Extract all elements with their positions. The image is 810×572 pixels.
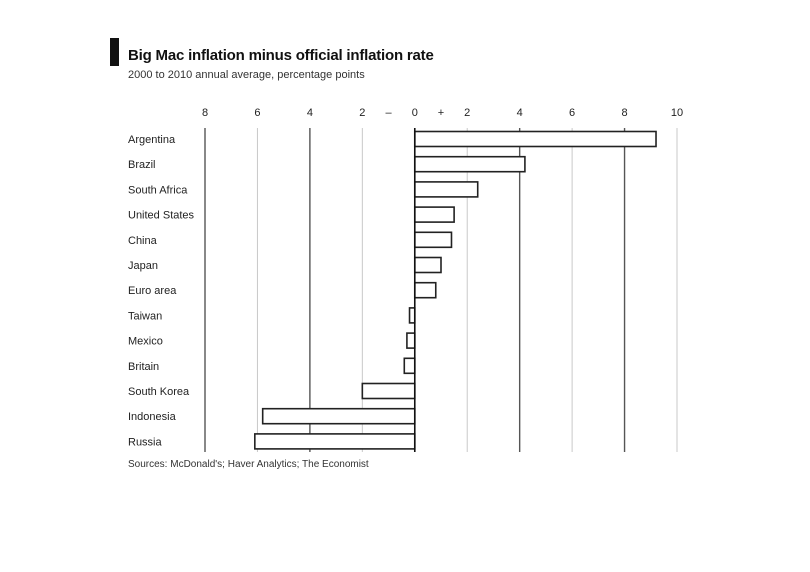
- bar-japan: [415, 258, 441, 273]
- x-tick-label-2: 4: [306, 107, 313, 119]
- x-tick-label-9: 10: [670, 107, 684, 119]
- bar-south-africa: [415, 182, 478, 197]
- chart-subtitle: 2000 to 2010 annual average, percentage points: [128, 69, 365, 81]
- category-label-euro-area: Euro area: [128, 285, 177, 298]
- bar-russia: [255, 434, 415, 449]
- bar-indonesia: [263, 409, 415, 424]
- chart-title: Big Mac inflation minus official inflation rate: [128, 47, 434, 64]
- bar-brazil: [415, 157, 525, 172]
- category-label-south-africa: South Africa: [128, 184, 188, 197]
- category-label-brazil: Brazil: [128, 159, 156, 172]
- category-label-mexico: Mexico: [128, 335, 163, 348]
- x-tick-label-1: 6: [254, 107, 261, 119]
- category-label-united-states: United States: [128, 209, 195, 222]
- category-label-japan: Japan: [128, 260, 158, 272]
- bar-south-korea: [362, 384, 414, 399]
- category-label-taiwan: Taiwan: [128, 310, 163, 323]
- bar-argentina: [415, 132, 656, 147]
- negative-marker: –: [385, 107, 392, 119]
- bar-china: [415, 232, 452, 247]
- x-tick-label-5: 2: [464, 107, 471, 119]
- x-tick-label-7: 6: [569, 107, 576, 119]
- bar-britain: [404, 358, 414, 373]
- bar-euro-area: [415, 283, 436, 298]
- bar-united-states: [415, 207, 454, 222]
- category-label-south-korea: South Korea: [128, 386, 190, 398]
- category-label-china: China: [128, 234, 157, 247]
- x-tick-label-3: 2: [359, 107, 366, 119]
- category-label-indonesia: Indonesia: [128, 411, 176, 424]
- x-tick-label-0: 8: [201, 107, 209, 119]
- x-tick-label-4: 0: [411, 107, 418, 119]
- bar-mexico: [407, 333, 415, 348]
- category-label-argentina: Argentina: [128, 134, 176, 146]
- x-tick-label-6: 4: [516, 107, 523, 119]
- positive-marker: +: [437, 107, 445, 119]
- x-tick-label-8: 8: [621, 107, 628, 119]
- category-label-britain: Britain: [128, 360, 160, 373]
- category-label-russia: Russia: [128, 436, 162, 449]
- source-note: Sources: McDonald's; Haver Analytics; The Economist: [128, 459, 369, 470]
